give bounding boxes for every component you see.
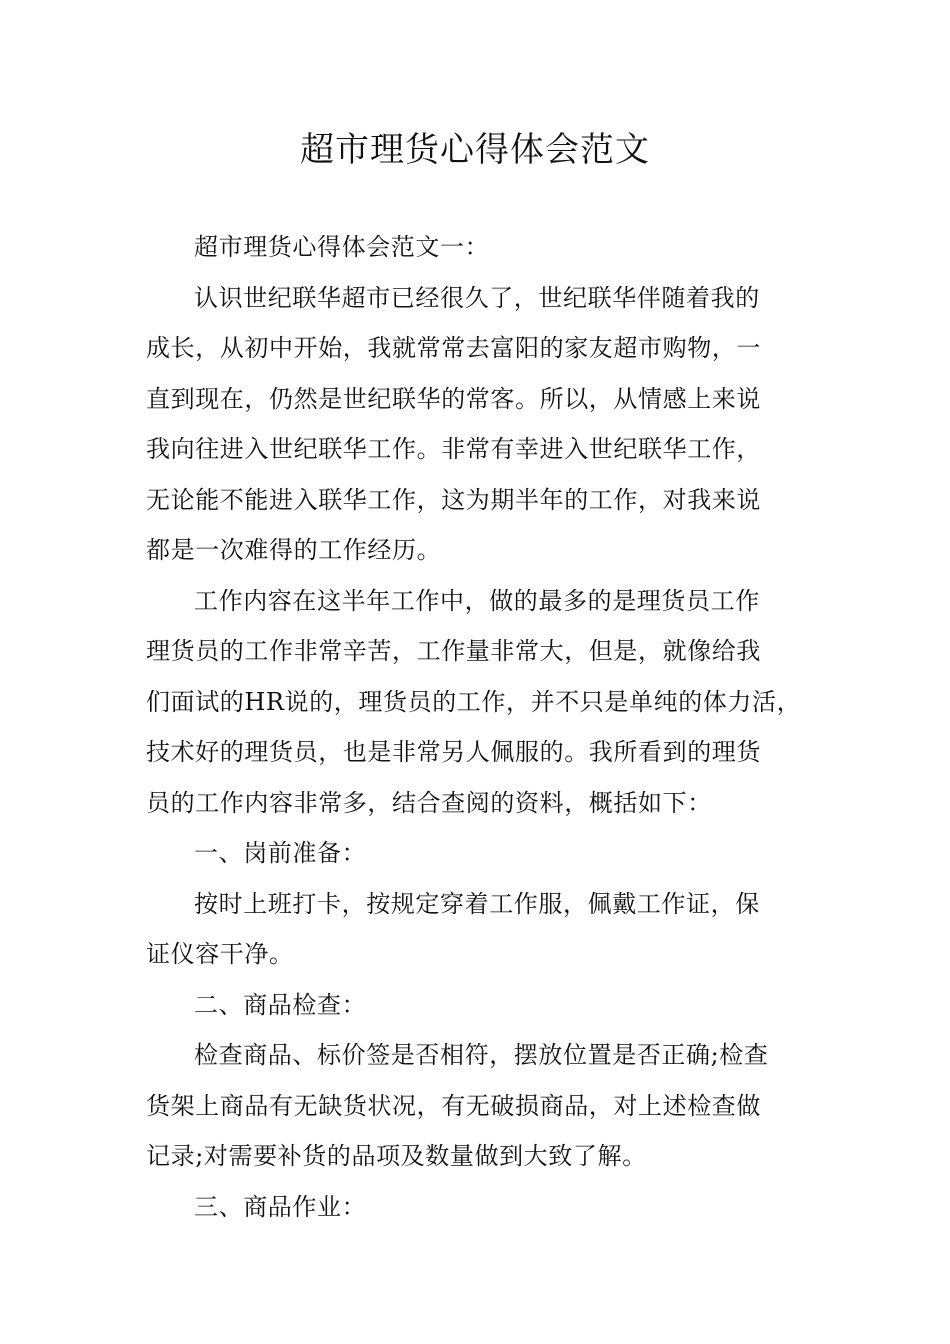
text-line: 理货员的工作非常辛苦，工作量非常大，但是，就像给我 bbox=[146, 637, 761, 665]
text-line: 无论能不能进入联华工作，这为期半年的工作，对我来说 bbox=[146, 485, 761, 514]
text-line: 都是一次难得的工作经历。 bbox=[146, 536, 442, 564]
text-line: 检查商品、标价签是否相符，摆放位置是否正确;检查 bbox=[194, 1041, 769, 1069]
text-line: 超市理货心得体会范文一： bbox=[194, 233, 490, 261]
paragraph-preparation bbox=[146, 879, 812, 980]
text-line: 工作内容在这半年工作中，做的最多的是理货员工作 bbox=[194, 586, 760, 615]
text-line: 成长，从初中开始，我就常常去富阳的家友超市购物，一 bbox=[146, 334, 761, 362]
document-title: 超市理货心得体会范文 bbox=[300, 130, 650, 170]
text-line: 认识世纪联华超市已经很久了，世纪联华伴随着我的 bbox=[194, 283, 760, 312]
text-line: 们面试的HR说的，理货员的工作，并不只是单纯的体力活， bbox=[146, 687, 802, 716]
text-line: 货架上商品有无缺货状况，有无破损商品，对上述检查做 bbox=[146, 1091, 761, 1120]
text-line: 技术好的理货员，也是非常另人佩服的。我所看到的理货 bbox=[146, 738, 761, 766]
text-line: 员的工作内容非常多，结合查阅的资料，概括如下： bbox=[146, 788, 712, 817]
paragraph-inspection bbox=[146, 1030, 812, 1182]
text-line: 证仪容干净。 bbox=[146, 940, 294, 968]
paragraph-intro-heading bbox=[146, 222, 812, 273]
document-body bbox=[146, 222, 812, 1232]
section-heading-inspection bbox=[146, 980, 812, 1031]
paragraph-background bbox=[146, 273, 812, 576]
section-heading-operations bbox=[146, 1182, 812, 1233]
text-line: 二、商品检查： bbox=[194, 990, 367, 1019]
text-line: 记录;对需要补货的品项及数量做到大致了解。 bbox=[146, 1142, 647, 1170]
text-line: 按时上班打卡，按规定穿着工作服，佩戴工作证，保 bbox=[194, 889, 760, 918]
text-line: 三、商品作业： bbox=[194, 1192, 367, 1221]
paragraph-work-content bbox=[146, 576, 812, 829]
text-line: 一、岗前准备： bbox=[194, 839, 367, 867]
text-line: 直到现在，仍然是世纪联华的常客。所以，从情感上来说 bbox=[146, 384, 761, 413]
text-line: 我向往进入世纪联华工作。非常有幸进入世纪联华工作， bbox=[146, 435, 761, 463]
section-heading-preparation bbox=[146, 828, 812, 879]
